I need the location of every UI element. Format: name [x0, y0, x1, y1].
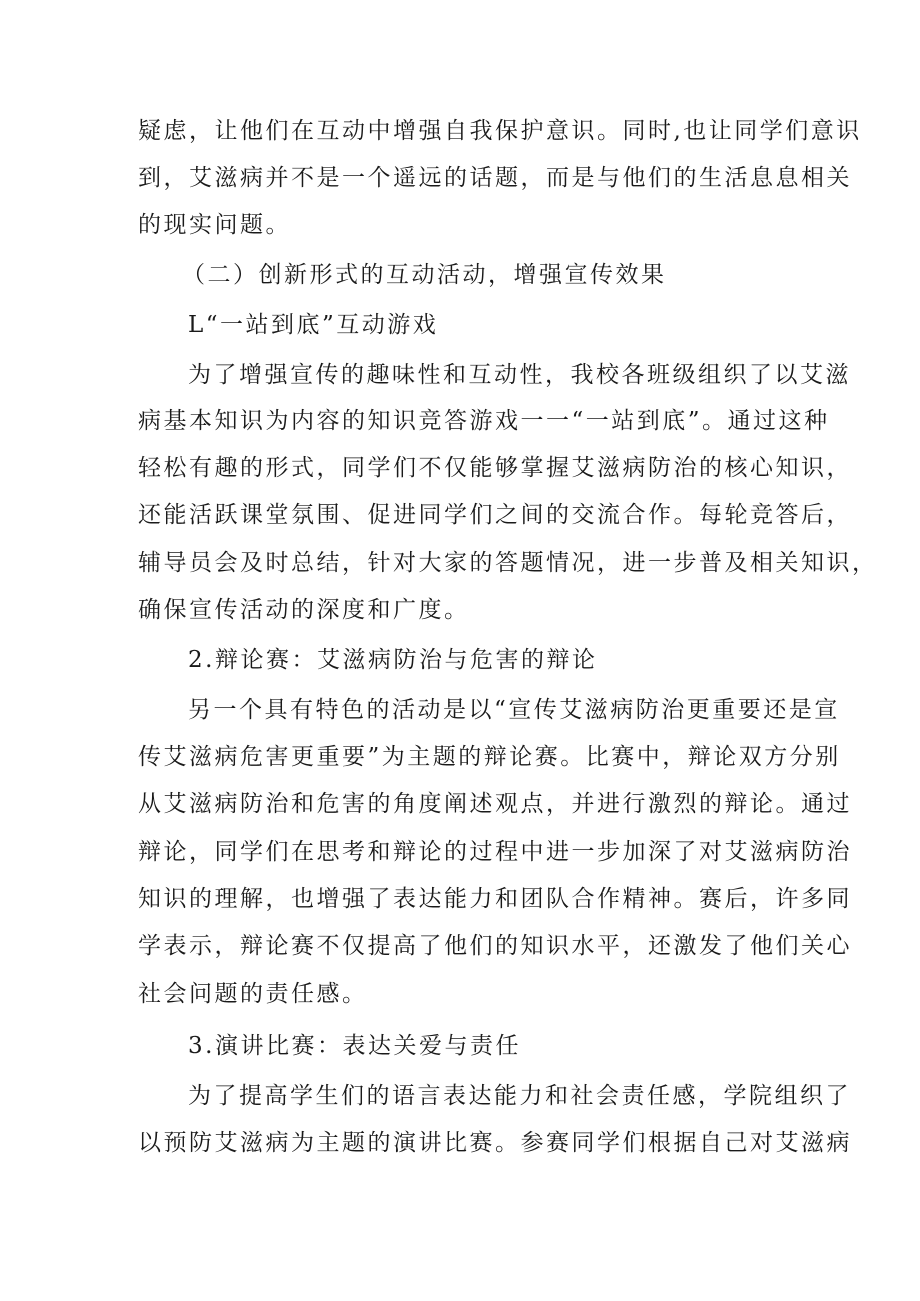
subheading-3: 3.演讲比赛：表达关爱与责任 — [188, 1033, 521, 1059]
paragraph-8-line-1: 为了提高学生们的语言表达能力和社会责任感，学院组织了 — [188, 1083, 851, 1109]
paragraph-4-line-2: 病基本知识为内容的知识竞答游戏一一“一站到底”。通过这种 — [138, 408, 830, 434]
paragraph-4-line-6: 确保宣传活动的深度和广度。 — [138, 597, 470, 623]
paragraph-4-line-4: 还能活跃课堂氛围、促进同学们之间的交流合作。每轮竞答后， — [138, 502, 852, 528]
paragraph-4-line-5: 辅导员会及时总结，针对大家的答题情况，进一步普及相关知识， — [138, 550, 878, 576]
paragraph-6-line-7: 社会问题的责任感。 — [138, 981, 368, 1007]
subheading-2: 2.辩论赛：艾滋病防治与危害的辩论 — [188, 647, 598, 673]
paragraph-8-line-2: 以预防艾滋病为主题的演讲比赛。参赛同学们根据自己对艾滋病 — [138, 1130, 852, 1156]
paragraph-1-line-3: 的现实问题。 — [138, 212, 291, 238]
subheading-1: L“一站到底”互动游戏 — [188, 312, 439, 338]
paragraph-6-line-4: 辩论，同学们在思考和辩论的过程中进一步加深了对艾滋病防治 — [138, 839, 852, 865]
paragraph-6-line-5: 知识的理解，也增强了表达能力和团队合作精神。赛后，许多同 — [138, 886, 852, 912]
paragraph-6-line-3: 从艾滋病防治和危害的角度阐述观点，并进行激烈的辩论。通过 — [138, 791, 852, 817]
paragraph-6-line-2: 传艾滋病危害更重要”为主题的辩论赛。比赛中，辩论双方分别 — [138, 744, 841, 770]
paragraph-1-line-2: 到，艾滋病并不是一个遥远的话题，而是与他们的生活息息相关 — [138, 165, 852, 191]
paragraph-1-line-1: 疑虑，让他们在互动中增强自我保护意识。同时,也让同学们意识 — [138, 118, 862, 144]
paragraph-6-line-6: 学表示，辩论赛不仅提高了他们的知识水平，还激发了他们关心 — [138, 933, 852, 959]
section-heading: （二）创新形式的互动活动，增强宣传效果 — [182, 262, 667, 288]
paragraph-4-line-1: 为了增强宣传的趣味性和互动性，我校各班级组织了以艾滋 — [188, 362, 851, 388]
paragraph-6-line-1: 另一个具有特色的活动是以“宣传艾滋病防治更重要还是宣 — [188, 697, 840, 723]
paragraph-4-line-3: 轻松有趣的形式，同学们不仅能够掌握艾滋病防治的核心知识， — [138, 455, 852, 481]
